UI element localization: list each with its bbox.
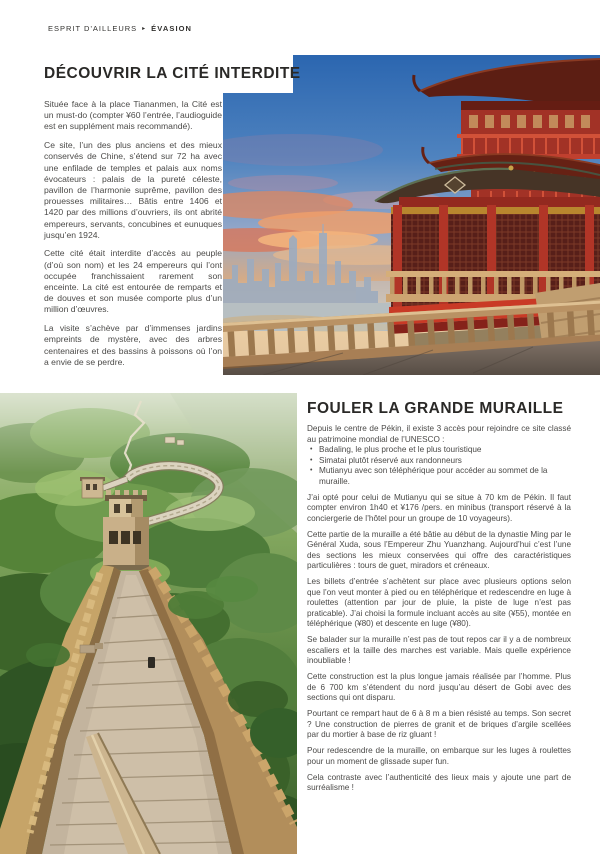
small-watchtower (80, 477, 105, 498)
paragraph: Ce site, l’un des plus anciens et des mieux conservés de Chine, s’étend sur 72 ha avec une enfilade de temples et palais aux noms évocateurs : palais de la pureté céleste, pavillon de l’harmonie suprême, pavillon des prouesses militaires… Bâtis entre 1406 et 1420 par des millions d’ouvriers, ils ont abrité empereurs, servants, concubines et eunuques jusqu’en 1924. (44, 140, 222, 240)
paragraph: Cette cité était interdite d’accès au peuple (d’où son nom) et les 24 empereurs qui l’ont occupée franchissaient rarement son enceinte. La cité est entourée de remparts et de douves et son musée comporte plus d’un million d’œuvres. (44, 248, 222, 315)
breadcrumb-separator-icon: ▸ (142, 25, 147, 32)
paragraph: Cette construction est la plus longue jamais réalisée par l’homme. Plus de 6 700 km s’étendent du nord jusqu’au désert de Gobi avec des sections qui ont disparu. (307, 672, 571, 702)
paragraph: Située face à la place Tiananmen, la Cité est un must-do (compter ¥60 l’entrée, l’audioguide est en supplément mais recommandé). (44, 99, 222, 132)
breadcrumb (48, 24, 192, 33)
article2-column (307, 424, 571, 799)
paragraph: Pourtant ce rempart haut de 6 à 8 m a bien résisté au temps. Son secret ? Une construction de pierres de granit et de briques d’argile scellées par du mortier à base de riz gluant ! (307, 709, 571, 739)
paragraph: Les billets d’entrée s’achètent sur place avec plusieurs options selon que l’on veut monter à pied ou en téléphérique et redescendre en luge à roulettes (attention par jour de pluie, la piste de luge n’est pas praticable). J’ai choisi la formule incluant accès au site (¥55), montée en téléphérique (¥80) et descente en luge (¥80). (307, 577, 571, 628)
article2-title: FOULER LA GRANDE MURAILLE (307, 400, 564, 417)
paragraph: J’ai opté pour celui de Mutianyu qui se situe à 70 km de Pékin. Il faut compter environ 1h40 et ¥176 /pers. en minibus (transport réservé à la conciergerie de l’hôtel pour un groupe de 10 voyageurs). (307, 492, 571, 523)
paragraph: La visite s’achève par d’immenses jardins empreints de mystère, avec des arbres centenaires et des bassins à poissons où l’on a envie de se perdre. (44, 323, 222, 367)
main-watchtower (103, 490, 149, 570)
trash-bin (148, 657, 155, 668)
great-wall-photo (0, 393, 297, 854)
breadcrumb-section: ESPRIT D'AILLEURS (48, 24, 138, 33)
article1-title: DÉCOUVRIR LA CITÉ INTERDITE (44, 65, 301, 82)
list-item: • Badaling, le plus proche et le plus touristique (307, 445, 571, 456)
forbidden-city-photo (223, 55, 600, 375)
list-item: • Mutianyu avec son téléphérique pour accéder au sommet de la muraille. (307, 466, 571, 487)
breadcrumb-page: ÉVASION (151, 24, 193, 33)
article1-title-block (44, 55, 301, 93)
paragraph: Se balader sur la muraille n’est pas de tout repos car il y a de nombreux escaliers et la taille des marches est variable. Mais quelle expérience inoubliable ! (307, 635, 571, 665)
access-list (307, 445, 571, 487)
list-item: • Simatai plutôt réservé aux randonneurs (307, 456, 571, 467)
article1-column (44, 99, 222, 375)
paragraph: Cela contraste avec l’authenticité des lieux mais y ajoute une part de surréalisme ! (307, 772, 571, 792)
paragraph: Cette partie de la muraille a été bâtie au début de la dynastie Ming par le Général Xuda, sous l’Empereur Zhu Yuanzhang. Aujourd’hui c’est l’une des sections les mieux conservées qui offre des caractéristiques particulières : tours de guet, miradors et créneaux. (307, 529, 571, 570)
paragraph: Pour redescendre de la muraille, on embarque sur les luges à roulettes pour un moment de glissade super fun. (307, 746, 571, 766)
intro-paragraph: Depuis le centre de Pékin, il existe 3 accès pour rejoindre ce site classé au patrimoine mondial de l’UNESCO : (307, 424, 571, 444)
